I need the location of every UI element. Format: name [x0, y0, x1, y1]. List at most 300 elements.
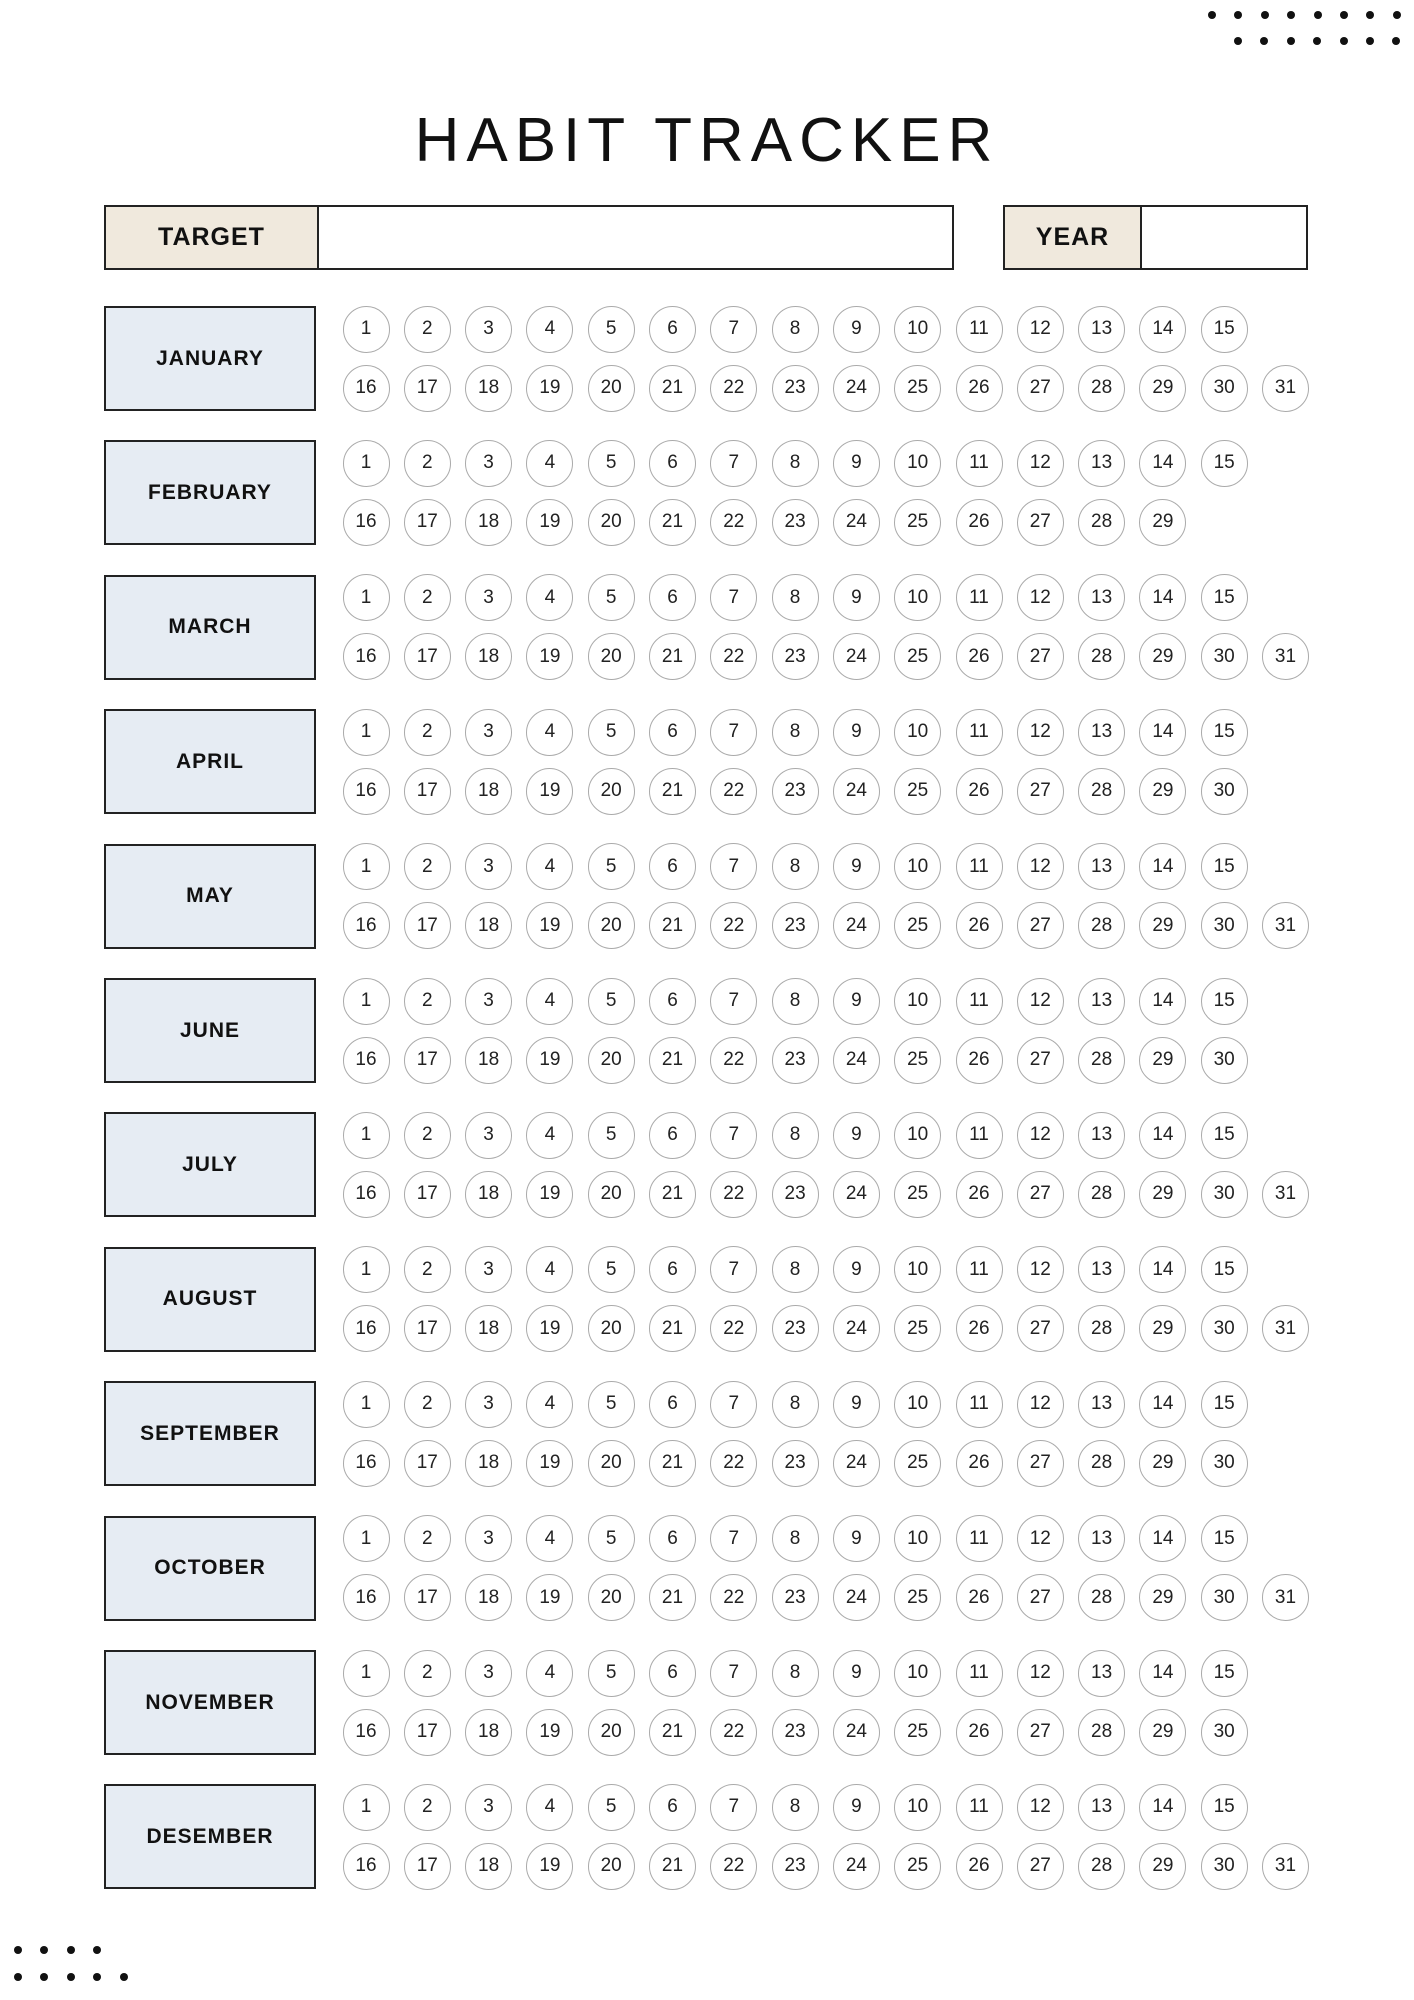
day-circle[interactable]: 17: [404, 768, 451, 815]
day-circle[interactable]: 29: [1139, 1574, 1186, 1621]
day-circle[interactable]: 5: [588, 1381, 635, 1428]
day-circle[interactable]: 17: [404, 499, 451, 546]
day-circle[interactable]: 4: [526, 978, 573, 1025]
day-circle[interactable]: 12: [1017, 1246, 1064, 1293]
day-circle[interactable]: 6: [649, 1515, 696, 1562]
day-circle[interactable]: 26: [956, 1305, 1003, 1352]
day-circle[interactable]: 20: [588, 365, 635, 412]
day-circle[interactable]: 28: [1078, 633, 1125, 680]
day-circle[interactable]: 4: [526, 1784, 573, 1831]
day-circle[interactable]: 29: [1139, 1305, 1186, 1352]
day-circle[interactable]: 1: [343, 574, 390, 621]
day-circle[interactable]: 23: [772, 768, 819, 815]
day-circle[interactable]: 22: [710, 365, 757, 412]
day-circle[interactable]: 12: [1017, 709, 1064, 756]
day-circle[interactable]: 19: [526, 365, 573, 412]
day-circle[interactable]: 23: [772, 499, 819, 546]
day-circle[interactable]: 8: [772, 1784, 819, 1831]
day-circle[interactable]: 14: [1139, 440, 1186, 487]
day-circle[interactable]: 28: [1078, 902, 1125, 949]
day-circle[interactable]: 30: [1201, 1574, 1248, 1621]
day-circle[interactable]: 7: [710, 1246, 757, 1293]
day-circle[interactable]: 29: [1139, 1037, 1186, 1084]
day-circle[interactable]: 11: [956, 1515, 1003, 1562]
day-circle[interactable]: 23: [772, 1037, 819, 1084]
day-circle[interactable]: 30: [1201, 902, 1248, 949]
day-circle[interactable]: 6: [649, 440, 696, 487]
day-circle[interactable]: 15: [1201, 1246, 1248, 1293]
day-circle[interactable]: 7: [710, 1381, 757, 1428]
day-circle[interactable]: 28: [1078, 1440, 1125, 1487]
day-circle[interactable]: 7: [710, 709, 757, 756]
day-circle[interactable]: 28: [1078, 1305, 1125, 1352]
day-circle[interactable]: 25: [894, 1171, 941, 1218]
day-circle[interactable]: 10: [894, 1112, 941, 1159]
day-circle[interactable]: 3: [465, 1246, 512, 1293]
day-circle[interactable]: 25: [894, 768, 941, 815]
day-circle[interactable]: 21: [649, 768, 696, 815]
day-circle[interactable]: 4: [526, 1112, 573, 1159]
day-circle[interactable]: 31: [1262, 1305, 1309, 1352]
day-circle[interactable]: 22: [710, 1843, 757, 1890]
day-circle[interactable]: 9: [833, 978, 880, 1025]
day-circle[interactable]: 15: [1201, 1784, 1248, 1831]
day-circle[interactable]: 7: [710, 574, 757, 621]
day-circle[interactable]: 14: [1139, 978, 1186, 1025]
day-circle[interactable]: 24: [833, 1440, 880, 1487]
day-circle[interactable]: 9: [833, 1112, 880, 1159]
day-circle[interactable]: 27: [1017, 1305, 1064, 1352]
day-circle[interactable]: 10: [894, 709, 941, 756]
day-circle[interactable]: 28: [1078, 768, 1125, 815]
day-circle[interactable]: 6: [649, 1650, 696, 1697]
day-circle[interactable]: 8: [772, 843, 819, 890]
day-circle[interactable]: 6: [649, 978, 696, 1025]
day-circle[interactable]: 26: [956, 1709, 1003, 1756]
day-circle[interactable]: 11: [956, 574, 1003, 621]
day-circle[interactable]: 7: [710, 1650, 757, 1697]
day-circle[interactable]: 25: [894, 1574, 941, 1621]
day-circle[interactable]: 19: [526, 499, 573, 546]
day-circle[interactable]: 13: [1078, 440, 1125, 487]
day-circle[interactable]: 24: [833, 1574, 880, 1621]
day-circle[interactable]: 21: [649, 1440, 696, 1487]
day-circle[interactable]: 25: [894, 499, 941, 546]
day-circle[interactable]: 2: [404, 843, 451, 890]
day-circle[interactable]: 18: [465, 902, 512, 949]
day-circle[interactable]: 1: [343, 440, 390, 487]
year-input[interactable]: [1142, 207, 1306, 268]
day-circle[interactable]: 3: [465, 709, 512, 756]
day-circle[interactable]: 10: [894, 1650, 941, 1697]
day-circle[interactable]: 23: [772, 365, 819, 412]
day-circle[interactable]: 26: [956, 1440, 1003, 1487]
day-circle[interactable]: 7: [710, 440, 757, 487]
day-circle[interactable]: 27: [1017, 1709, 1064, 1756]
day-circle[interactable]: 29: [1139, 365, 1186, 412]
day-circle[interactable]: 24: [833, 902, 880, 949]
day-circle[interactable]: 12: [1017, 978, 1064, 1025]
day-circle[interactable]: 21: [649, 1843, 696, 1890]
day-circle[interactable]: 13: [1078, 574, 1125, 621]
day-circle[interactable]: 17: [404, 902, 451, 949]
day-circle[interactable]: 18: [465, 1305, 512, 1352]
day-circle[interactable]: 19: [526, 1037, 573, 1084]
day-circle[interactable]: 1: [343, 1246, 390, 1293]
day-circle[interactable]: 3: [465, 1650, 512, 1697]
day-circle[interactable]: 25: [894, 1305, 941, 1352]
day-circle[interactable]: 22: [710, 1305, 757, 1352]
day-circle[interactable]: 8: [772, 1381, 819, 1428]
day-circle[interactable]: 13: [1078, 709, 1125, 756]
day-circle[interactable]: 19: [526, 1843, 573, 1890]
day-circle[interactable]: 27: [1017, 499, 1064, 546]
day-circle[interactable]: 10: [894, 1246, 941, 1293]
day-circle[interactable]: 15: [1201, 709, 1248, 756]
day-circle[interactable]: 4: [526, 440, 573, 487]
day-circle[interactable]: 14: [1139, 709, 1186, 756]
day-circle[interactable]: 16: [343, 1037, 390, 1084]
day-circle[interactable]: 21: [649, 1171, 696, 1218]
day-circle[interactable]: 18: [465, 1574, 512, 1621]
day-circle[interactable]: 11: [956, 1650, 1003, 1697]
day-circle[interactable]: 9: [833, 306, 880, 353]
day-circle[interactable]: 16: [343, 633, 390, 680]
day-circle[interactable]: 21: [649, 499, 696, 546]
day-circle[interactable]: 21: [649, 1037, 696, 1084]
day-circle[interactable]: 8: [772, 306, 819, 353]
day-circle[interactable]: 12: [1017, 1112, 1064, 1159]
day-circle[interactable]: 15: [1201, 1381, 1248, 1428]
day-circle[interactable]: 9: [833, 1381, 880, 1428]
day-circle[interactable]: 29: [1139, 499, 1186, 546]
day-circle[interactable]: 23: [772, 902, 819, 949]
day-circle[interactable]: 1: [343, 1650, 390, 1697]
day-circle[interactable]: 11: [956, 1381, 1003, 1428]
day-circle[interactable]: 2: [404, 1112, 451, 1159]
day-circle[interactable]: 19: [526, 1305, 573, 1352]
day-circle[interactable]: 29: [1139, 768, 1186, 815]
day-circle[interactable]: 1: [343, 1784, 390, 1831]
day-circle[interactable]: 21: [649, 1709, 696, 1756]
day-circle[interactable]: 3: [465, 843, 512, 890]
day-circle[interactable]: 12: [1017, 843, 1064, 890]
day-circle[interactable]: 25: [894, 902, 941, 949]
day-circle[interactable]: 8: [772, 709, 819, 756]
day-circle[interactable]: 19: [526, 1709, 573, 1756]
day-circle[interactable]: 15: [1201, 1650, 1248, 1697]
day-circle[interactable]: 19: [526, 633, 573, 680]
day-circle[interactable]: 5: [588, 843, 635, 890]
day-circle[interactable]: 1: [343, 978, 390, 1025]
day-circle[interactable]: 15: [1201, 1112, 1248, 1159]
day-circle[interactable]: 31: [1262, 1171, 1309, 1218]
day-circle[interactable]: 5: [588, 1246, 635, 1293]
day-circle[interactable]: 22: [710, 1709, 757, 1756]
day-circle[interactable]: 14: [1139, 1246, 1186, 1293]
day-circle[interactable]: 17: [404, 1843, 451, 1890]
day-circle[interactable]: 14: [1139, 1784, 1186, 1831]
day-circle[interactable]: 25: [894, 1709, 941, 1756]
day-circle[interactable]: 2: [404, 978, 451, 1025]
day-circle[interactable]: 6: [649, 1112, 696, 1159]
day-circle[interactable]: 27: [1017, 768, 1064, 815]
day-circle[interactable]: 16: [343, 1709, 390, 1756]
day-circle[interactable]: 10: [894, 1515, 941, 1562]
day-circle[interactable]: 13: [1078, 1381, 1125, 1428]
day-circle[interactable]: 9: [833, 709, 880, 756]
day-circle[interactable]: 10: [894, 306, 941, 353]
day-circle[interactable]: 30: [1201, 633, 1248, 680]
day-circle[interactable]: 24: [833, 1843, 880, 1890]
day-circle[interactable]: 25: [894, 1843, 941, 1890]
day-circle[interactable]: 23: [772, 1171, 819, 1218]
day-circle[interactable]: 22: [710, 1574, 757, 1621]
day-circle[interactable]: 25: [894, 1440, 941, 1487]
day-circle[interactable]: 13: [1078, 978, 1125, 1025]
day-circle[interactable]: 28: [1078, 1843, 1125, 1890]
day-circle[interactable]: 20: [588, 499, 635, 546]
day-circle[interactable]: 13: [1078, 306, 1125, 353]
day-circle[interactable]: 13: [1078, 1112, 1125, 1159]
day-circle[interactable]: 10: [894, 978, 941, 1025]
day-circle[interactable]: 9: [833, 574, 880, 621]
day-circle[interactable]: 19: [526, 768, 573, 815]
day-circle[interactable]: 17: [404, 1305, 451, 1352]
day-circle[interactable]: 10: [894, 440, 941, 487]
day-circle[interactable]: 9: [833, 1784, 880, 1831]
day-circle[interactable]: 15: [1201, 574, 1248, 621]
day-circle[interactable]: 13: [1078, 1246, 1125, 1293]
day-circle[interactable]: 27: [1017, 1574, 1064, 1621]
day-circle[interactable]: 8: [772, 1515, 819, 1562]
day-circle[interactable]: 15: [1201, 440, 1248, 487]
day-circle[interactable]: 26: [956, 1171, 1003, 1218]
day-circle[interactable]: 7: [710, 978, 757, 1025]
day-circle[interactable]: 27: [1017, 902, 1064, 949]
day-circle[interactable]: 7: [710, 1784, 757, 1831]
day-circle[interactable]: 29: [1139, 1171, 1186, 1218]
day-circle[interactable]: 26: [956, 1843, 1003, 1890]
day-circle[interactable]: 16: [343, 902, 390, 949]
day-circle[interactable]: 30: [1201, 1305, 1248, 1352]
day-circle[interactable]: 18: [465, 499, 512, 546]
day-circle[interactable]: 25: [894, 1037, 941, 1084]
day-circle[interactable]: 11: [956, 306, 1003, 353]
day-circle[interactable]: 12: [1017, 440, 1064, 487]
day-circle[interactable]: 6: [649, 1381, 696, 1428]
day-circle[interactable]: 24: [833, 768, 880, 815]
day-circle[interactable]: 15: [1201, 1515, 1248, 1562]
day-circle[interactable]: 15: [1201, 978, 1248, 1025]
day-circle[interactable]: 16: [343, 1574, 390, 1621]
day-circle[interactable]: 3: [465, 440, 512, 487]
day-circle[interactable]: 29: [1139, 1440, 1186, 1487]
day-circle[interactable]: 29: [1139, 902, 1186, 949]
day-circle[interactable]: 2: [404, 1381, 451, 1428]
day-circle[interactable]: 19: [526, 1171, 573, 1218]
day-circle[interactable]: 17: [404, 1574, 451, 1621]
day-circle[interactable]: 19: [526, 1440, 573, 1487]
day-circle[interactable]: 26: [956, 902, 1003, 949]
day-circle[interactable]: 19: [526, 902, 573, 949]
day-circle[interactable]: 10: [894, 1784, 941, 1831]
day-circle[interactable]: 2: [404, 440, 451, 487]
day-circle[interactable]: 5: [588, 1112, 635, 1159]
day-circle[interactable]: 27: [1017, 1037, 1064, 1084]
day-circle[interactable]: 22: [710, 902, 757, 949]
day-circle[interactable]: 1: [343, 843, 390, 890]
day-circle[interactable]: 5: [588, 574, 635, 621]
day-circle[interactable]: 21: [649, 633, 696, 680]
day-circle[interactable]: 22: [710, 633, 757, 680]
day-circle[interactable]: 3: [465, 978, 512, 1025]
day-circle[interactable]: 9: [833, 440, 880, 487]
day-circle[interactable]: 4: [526, 574, 573, 621]
day-circle[interactable]: 21: [649, 1574, 696, 1621]
day-circle[interactable]: 30: [1201, 1440, 1248, 1487]
day-circle[interactable]: 5: [588, 1784, 635, 1831]
day-circle[interactable]: 23: [772, 1709, 819, 1756]
day-circle[interactable]: 1: [343, 1381, 390, 1428]
day-circle[interactable]: 18: [465, 1709, 512, 1756]
day-circle[interactable]: 1: [343, 1112, 390, 1159]
day-circle[interactable]: 24: [833, 499, 880, 546]
day-circle[interactable]: 30: [1201, 768, 1248, 815]
day-circle[interactable]: 12: [1017, 1381, 1064, 1428]
day-circle[interactable]: 22: [710, 1440, 757, 1487]
day-circle[interactable]: 8: [772, 1650, 819, 1697]
day-circle[interactable]: 5: [588, 306, 635, 353]
day-circle[interactable]: 17: [404, 1709, 451, 1756]
day-circle[interactable]: 15: [1201, 306, 1248, 353]
day-circle[interactable]: 6: [649, 709, 696, 756]
day-circle[interactable]: 16: [343, 499, 390, 546]
day-circle[interactable]: 17: [404, 365, 451, 412]
day-circle[interactable]: 30: [1201, 1171, 1248, 1218]
day-circle[interactable]: 5: [588, 1515, 635, 1562]
day-circle[interactable]: 8: [772, 440, 819, 487]
day-circle[interactable]: 20: [588, 1843, 635, 1890]
day-circle[interactable]: 17: [404, 1440, 451, 1487]
day-circle[interactable]: 14: [1139, 574, 1186, 621]
day-circle[interactable]: 11: [956, 978, 1003, 1025]
day-circle[interactable]: 13: [1078, 1650, 1125, 1697]
day-circle[interactable]: 20: [588, 1440, 635, 1487]
day-circle[interactable]: 24: [833, 1037, 880, 1084]
day-circle[interactable]: 18: [465, 1037, 512, 1084]
day-circle[interactable]: 18: [465, 633, 512, 680]
day-circle[interactable]: 5: [588, 709, 635, 756]
day-circle[interactable]: 30: [1201, 1843, 1248, 1890]
day-circle[interactable]: 31: [1262, 365, 1309, 412]
day-circle[interactable]: 14: [1139, 1650, 1186, 1697]
day-circle[interactable]: 23: [772, 1440, 819, 1487]
day-circle[interactable]: 11: [956, 440, 1003, 487]
day-circle[interactable]: 14: [1139, 843, 1186, 890]
day-circle[interactable]: 16: [343, 1843, 390, 1890]
day-circle[interactable]: 23: [772, 633, 819, 680]
day-circle[interactable]: 26: [956, 633, 1003, 680]
day-circle[interactable]: 2: [404, 1515, 451, 1562]
day-circle[interactable]: 20: [588, 902, 635, 949]
day-circle[interactable]: 4: [526, 1381, 573, 1428]
day-circle[interactable]: 8: [772, 978, 819, 1025]
day-circle[interactable]: 10: [894, 843, 941, 890]
day-circle[interactable]: 9: [833, 1650, 880, 1697]
day-circle[interactable]: 12: [1017, 1784, 1064, 1831]
day-circle[interactable]: 20: [588, 633, 635, 680]
day-circle[interactable]: 20: [588, 1709, 635, 1756]
day-circle[interactable]: 28: [1078, 365, 1125, 412]
day-circle[interactable]: 9: [833, 1515, 880, 1562]
day-circle[interactable]: 26: [956, 1574, 1003, 1621]
day-circle[interactable]: 3: [465, 1515, 512, 1562]
day-circle[interactable]: 5: [588, 978, 635, 1025]
day-circle[interactable]: 24: [833, 1709, 880, 1756]
day-circle[interactable]: 27: [1017, 365, 1064, 412]
day-circle[interactable]: 13: [1078, 1515, 1125, 1562]
day-circle[interactable]: 26: [956, 499, 1003, 546]
day-circle[interactable]: 23: [772, 1305, 819, 1352]
day-circle[interactable]: 9: [833, 843, 880, 890]
day-circle[interactable]: 11: [956, 843, 1003, 890]
day-circle[interactable]: 8: [772, 1112, 819, 1159]
day-circle[interactable]: 9: [833, 1246, 880, 1293]
day-circle[interactable]: 18: [465, 1171, 512, 1218]
day-circle[interactable]: 17: [404, 1037, 451, 1084]
day-circle[interactable]: 13: [1078, 843, 1125, 890]
day-circle[interactable]: 6: [649, 1784, 696, 1831]
day-circle[interactable]: 4: [526, 1246, 573, 1293]
day-circle[interactable]: 24: [833, 633, 880, 680]
day-circle[interactable]: 18: [465, 768, 512, 815]
day-circle[interactable]: 4: [526, 709, 573, 756]
day-circle[interactable]: 27: [1017, 1440, 1064, 1487]
day-circle[interactable]: 3: [465, 1381, 512, 1428]
day-circle[interactable]: 16: [343, 768, 390, 815]
day-circle[interactable]: 3: [465, 306, 512, 353]
day-circle[interactable]: 16: [343, 1305, 390, 1352]
day-circle[interactable]: 1: [343, 306, 390, 353]
day-circle[interactable]: 18: [465, 1440, 512, 1487]
day-circle[interactable]: 2: [404, 306, 451, 353]
day-circle[interactable]: 23: [772, 1843, 819, 1890]
day-circle[interactable]: 11: [956, 1784, 1003, 1831]
day-circle[interactable]: 14: [1139, 1112, 1186, 1159]
day-circle[interactable]: 24: [833, 365, 880, 412]
day-circle[interactable]: 22: [710, 499, 757, 546]
day-circle[interactable]: 31: [1262, 1843, 1309, 1890]
day-circle[interactable]: 23: [772, 1574, 819, 1621]
day-circle[interactable]: 7: [710, 843, 757, 890]
day-circle[interactable]: 4: [526, 306, 573, 353]
day-circle[interactable]: 18: [465, 365, 512, 412]
day-circle[interactable]: 29: [1139, 633, 1186, 680]
day-circle[interactable]: 22: [710, 1037, 757, 1084]
day-circle[interactable]: 10: [894, 574, 941, 621]
day-circle[interactable]: 3: [465, 1784, 512, 1831]
day-circle[interactable]: 29: [1139, 1709, 1186, 1756]
day-circle[interactable]: 6: [649, 843, 696, 890]
day-circle[interactable]: 31: [1262, 1574, 1309, 1621]
day-circle[interactable]: 3: [465, 574, 512, 621]
day-circle[interactable]: 19: [526, 1574, 573, 1621]
day-circle[interactable]: 18: [465, 1843, 512, 1890]
day-circle[interactable]: 25: [894, 633, 941, 680]
day-circle[interactable]: 8: [772, 1246, 819, 1293]
day-circle[interactable]: 7: [710, 1515, 757, 1562]
